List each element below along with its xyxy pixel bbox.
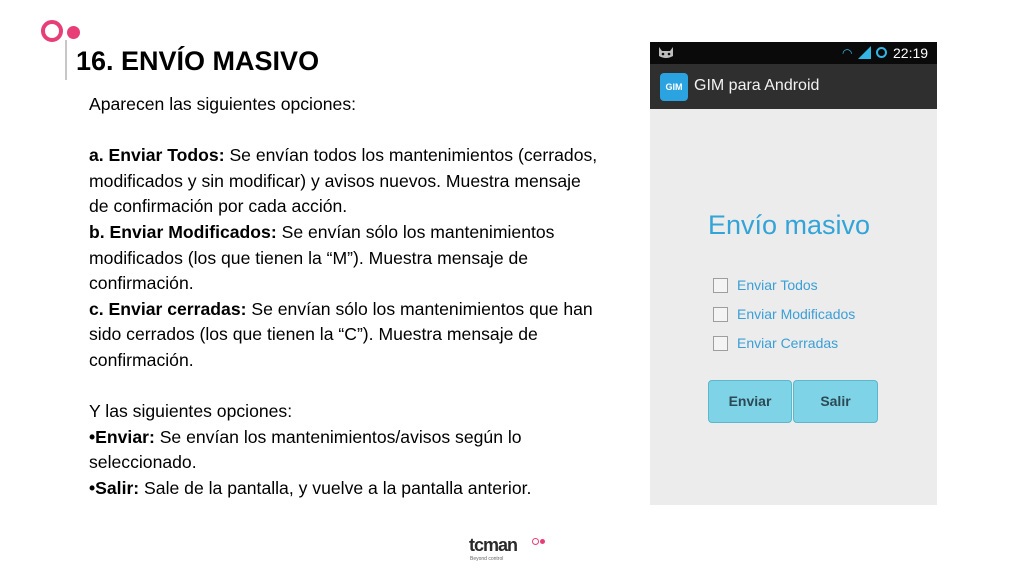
bullet-exit-text: Sale de la pantalla, y vuelve a la pantalla anterior. (139, 477, 532, 498)
option-a (89, 143, 604, 220)
checkbox-label[interactable]: Enviar Cerradas (737, 335, 839, 351)
screen-heading: Envío masivo (708, 210, 871, 240)
footer-brand: tcman (469, 535, 518, 555)
slide-body (89, 92, 604, 502)
logo-dot-icon (67, 26, 80, 39)
bullet-send-label: •Enviar: (89, 426, 155, 447)
footer-logo (469, 535, 549, 563)
checkbox-label[interactable]: Enviar Todos (737, 277, 818, 293)
footer-dot-icon (540, 539, 545, 544)
option-b-label: b. Enviar Modificados: (89, 221, 277, 242)
bullet-send-text: Se envían los mantenimientos/avisos según lo seleccionado. (89, 426, 522, 473)
send-button[interactable]: Enviar (708, 380, 792, 423)
sync-icon (876, 47, 887, 58)
cat-icon (657, 46, 675, 60)
bullet-exit-label: •Salir: (89, 477, 140, 498)
bullet-send (89, 425, 604, 476)
option-a-label: a. Enviar Todos: (89, 145, 225, 166)
logo-ring-icon (41, 20, 63, 42)
option-c (89, 297, 604, 374)
checkbox-box[interactable] (713, 307, 728, 322)
intro-text: Aparecen las siguientes opciones: (89, 94, 357, 114)
bullet-exit (89, 476, 604, 502)
checkbox-box[interactable] (713, 336, 728, 351)
app-action-bar (650, 64, 937, 109)
footer-ring-icon (532, 538, 539, 545)
option-b (89, 220, 604, 297)
brand-logo-mark (41, 20, 85, 44)
status-bar (650, 42, 937, 64)
option-c-text: Se envían sólo los mantenimientos que han sido cerrados (los que tienen la “C”). Muestra mensaje de confirmación. (89, 298, 593, 370)
wifi-icon: ◠ (842, 46, 853, 60)
slide-title: 16. ENVÍO MASIVO (76, 46, 320, 76)
exit-button[interactable]: Salir (793, 380, 878, 423)
checkbox-label[interactable]: Enviar Modificados (737, 306, 856, 322)
option-c-label: c. Enviar cerradas: (89, 298, 247, 319)
title-divider (65, 40, 67, 80)
status-time: 22:19 (893, 45, 929, 61)
footer-tagline: Beyond control (470, 556, 504, 562)
option-b-text: Se envían sólo los mantenimientos modificados (los que tienen la “M”). Muestra mensaje de confirmación. (89, 221, 555, 294)
signal-icon (858, 46, 871, 59)
app-title: GIM para Android (694, 77, 820, 94)
checkbox-box[interactable] (713, 278, 728, 293)
option-a-text: Se envían todos los mantenimientos (cerrados, modificados y sin modificar) y avisos nuevos. Muestra mensaje de confirmación por cada acción. (89, 145, 598, 217)
app-icon[interactable]: GIM (660, 73, 688, 101)
intro2-text: Y las siguientes opciones: (89, 401, 293, 422)
phone-screenshot (650, 42, 937, 505)
